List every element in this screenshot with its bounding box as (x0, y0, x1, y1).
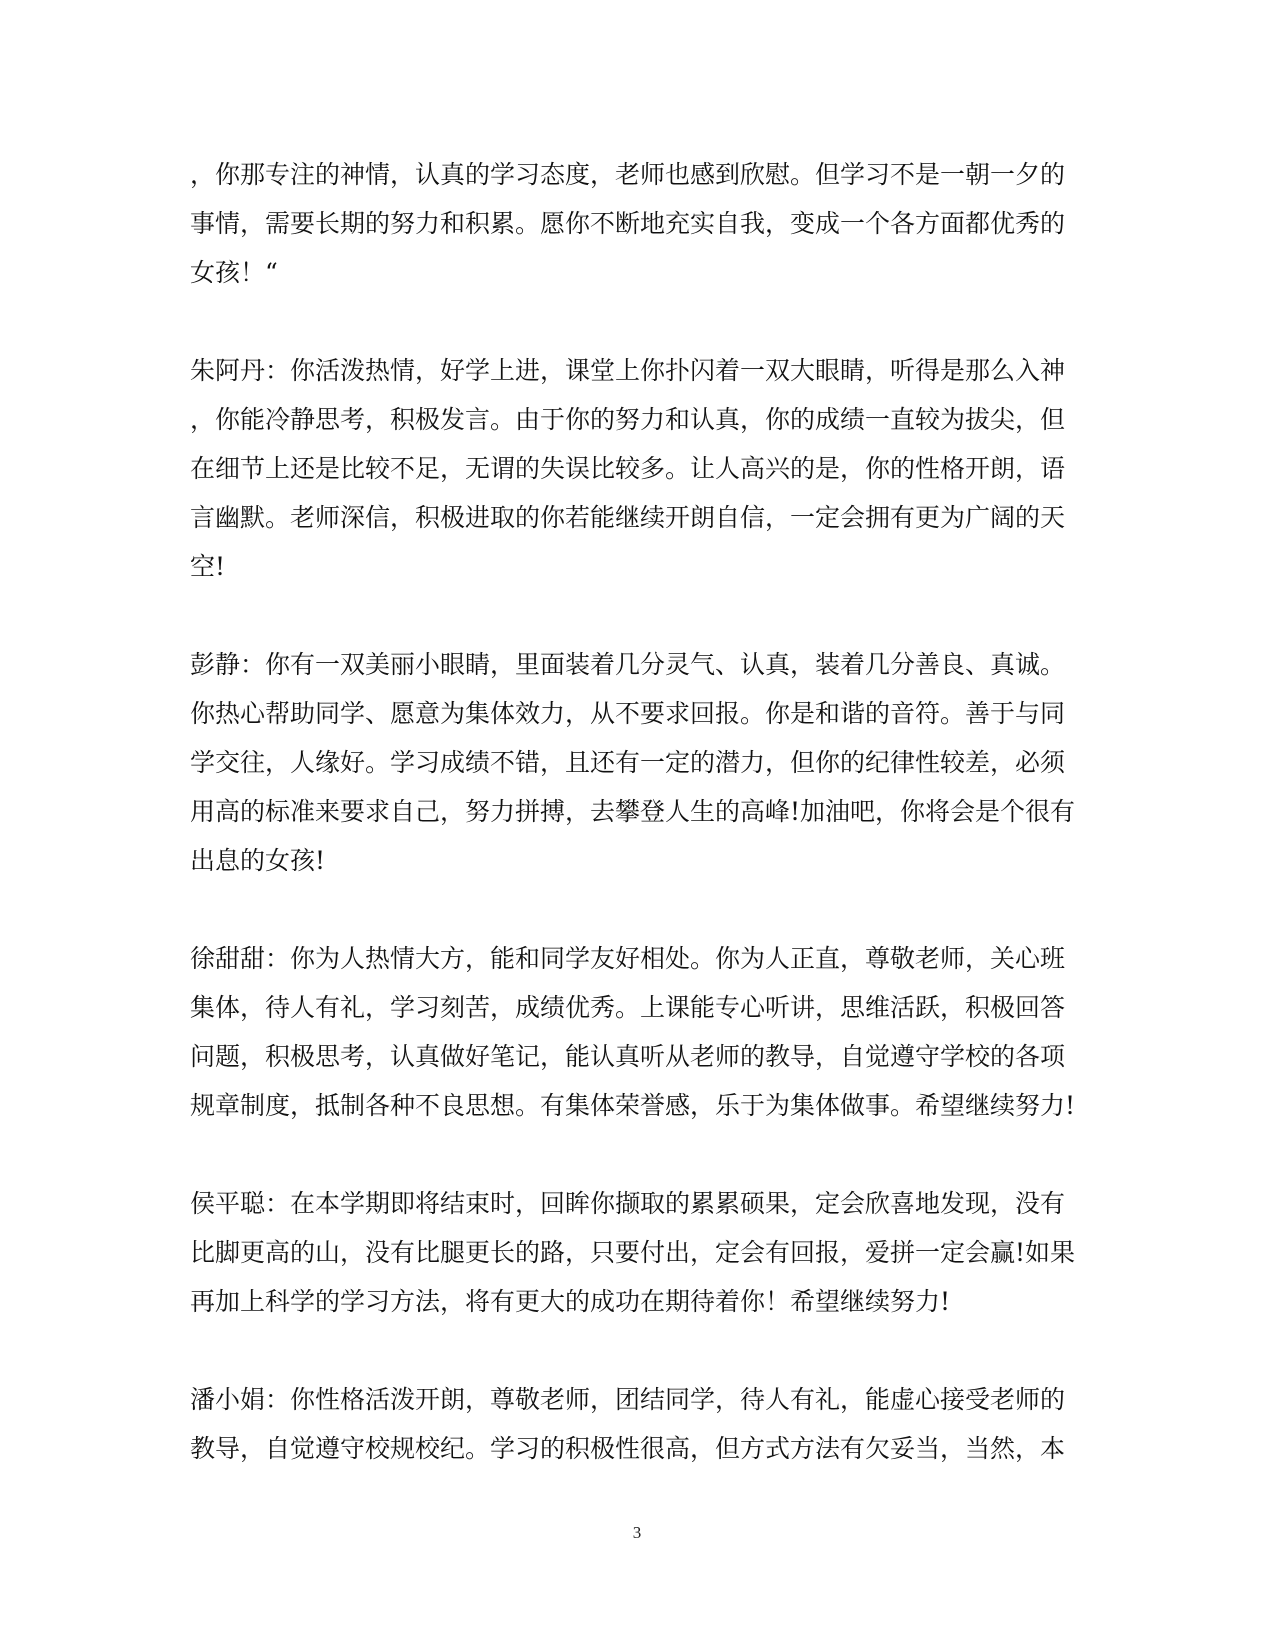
text-line: 比脚更高的山，没有比腿更长的路，只要付出，定会有回报，爱拼一定会赢!如果 (190, 1238, 1076, 1267)
text-line: 教导，自觉遵守校规校纪。学习的积极性很高，但方式方法有欠妥当，当然，本 (190, 1434, 1066, 1463)
paragraph-3 (190, 640, 1088, 885)
document-body (190, 150, 1088, 1473)
paragraph-gap (190, 297, 1088, 346)
paragraph-6 (190, 1375, 1088, 1473)
text-line: ，你能冷静思考，积极发言。由于你的努力和认真，你的成绩一直较为拔尖，但 (190, 405, 1066, 434)
text-line: 问题，积极思考，认真做好笔记，能认真听从老师的教导，自觉遵守学校的各项 (190, 1042, 1066, 1071)
text-line: ，你那专注的神情，认真的学习态度，老师也感到欣慰。但学习不是一朝一夕的 (190, 160, 1066, 189)
text-line: 在细节上还是比较不足，无谓的失误比较多。让人高兴的是，你的性格开朗，语 (190, 454, 1066, 483)
text-line: 集体，待人有礼，学习刻苦，成绩优秀。上课能专心听讲，思维活跃，积极回答 (190, 993, 1066, 1022)
text-line: 再加上科学的学习方法，将有更大的成功在期待着你！希望继续努力! (190, 1287, 951, 1316)
paragraph-gap (190, 1326, 1088, 1375)
text-line: 学交往，人缘好。学习成绩不错，且还有一定的潜力，但你的纪律性较差，必须 (190, 748, 1066, 777)
text-line: 彭静：你有一双美丽小眼睛，里面装着几分灵气、认真，装着几分善良、真诚。 (190, 650, 1066, 679)
paragraph-1 (190, 150, 1088, 297)
paragraph-gap (190, 885, 1088, 934)
paragraph-4 (190, 934, 1088, 1130)
paragraph-5 (190, 1179, 1088, 1326)
text-line: 言幽默。老师深信，积极进取的你若能继续开朗自信，一定会拥有更为广阔的天 (190, 503, 1066, 532)
text-line: 规章制度，抵制各种不良思想。有集体荣誉感，乐于为集体做事。希望继续努力! (190, 1091, 1076, 1120)
text-line: 侯平聪：在本学期即将结束时，回眸你撷取的累累硕果，定会欣喜地发现，没有 (190, 1189, 1066, 1218)
page-number: 3 (632, 1523, 642, 1542)
text-line: 用高的标准来要求自己，努力拼搏，去攀登人生的高峰!加油吧，你将会是个很有 (190, 797, 1076, 826)
text-line: 女孩！“ (190, 258, 278, 287)
paragraph-2 (190, 346, 1088, 591)
text-line: 徐甜甜：你为人热情大方，能和同学友好相处。你为人正直，尊敬老师，关心班 (190, 944, 1066, 973)
text-line: 出息的女孩! (190, 846, 326, 875)
text-line: 朱阿丹：你活泼热情，好学上进，课堂上你扑闪着一双大眼睛，听得是那么入神 (190, 356, 1066, 385)
paragraph-gap (190, 1130, 1088, 1179)
text-line: 空! (190, 552, 226, 581)
text-line: 事情，需要长期的努力和积累。愿你不断地充实自我，变成一个各方面都优秀的 (190, 209, 1066, 238)
text-line: 潘小娟：你性格活泼开朗，尊敬老师，团结同学，待人有礼，能虚心接受老师的 (190, 1385, 1066, 1414)
text-line: 你热心帮助同学、愿意为集体效力，从不要求回报。你是和谐的音符。善于与同 (190, 699, 1066, 728)
paragraph-gap (190, 591, 1088, 640)
